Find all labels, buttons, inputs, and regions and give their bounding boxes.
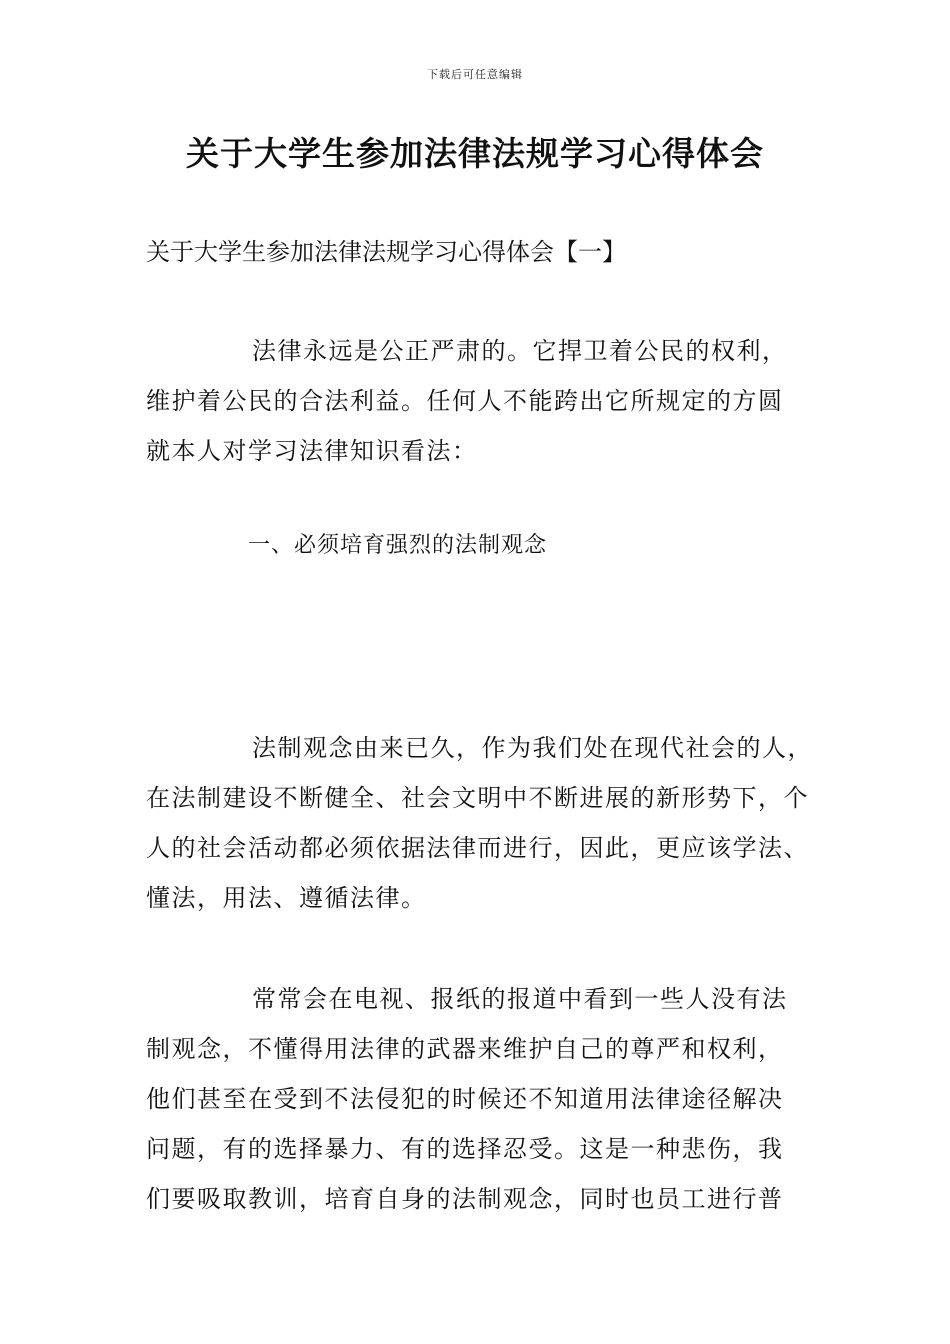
section-heading: 关于大学生参加法律法规学习心得体会【一】 xyxy=(146,238,626,266)
paragraph-legal-concept: 法制观念由来已久，作为我们处在现代社会的人，在法制建设不断健全、社会文明中不断进展的新形势下，个人的社会活动都必须依据法律而进行，因此，更应该学法、懂法，用法、遵循法律。 xyxy=(146,734,813,912)
sub-heading: 一、必须培育强烈的法制观念 xyxy=(248,533,548,558)
paragraph-intro: 法律永远是公正严肃的。它捍卫着公民的权利，维护着公民的合法利益。任何人不能跨出它所规定的方圆就本人对学习法律知识看法： xyxy=(146,337,788,465)
document-title: 关于大学生参加法律法规学习心得体会 xyxy=(186,134,764,173)
paragraph-news-reports: 常常会在电视、报纸的报道中看到一些人没有法制观念，不懂得用法律的武器来维护自己的尊严和权利，他们甚至在受到不法侵犯的时候还不知道用法律途径解决问题，有的选择暴力、有的选择忍受。这是一种悲伤，我们要吸取教训，培育自身的法制观念，同时也员工进行普 xyxy=(146,985,788,1213)
header-note: 下载后可任意编辑 xyxy=(427,68,523,81)
